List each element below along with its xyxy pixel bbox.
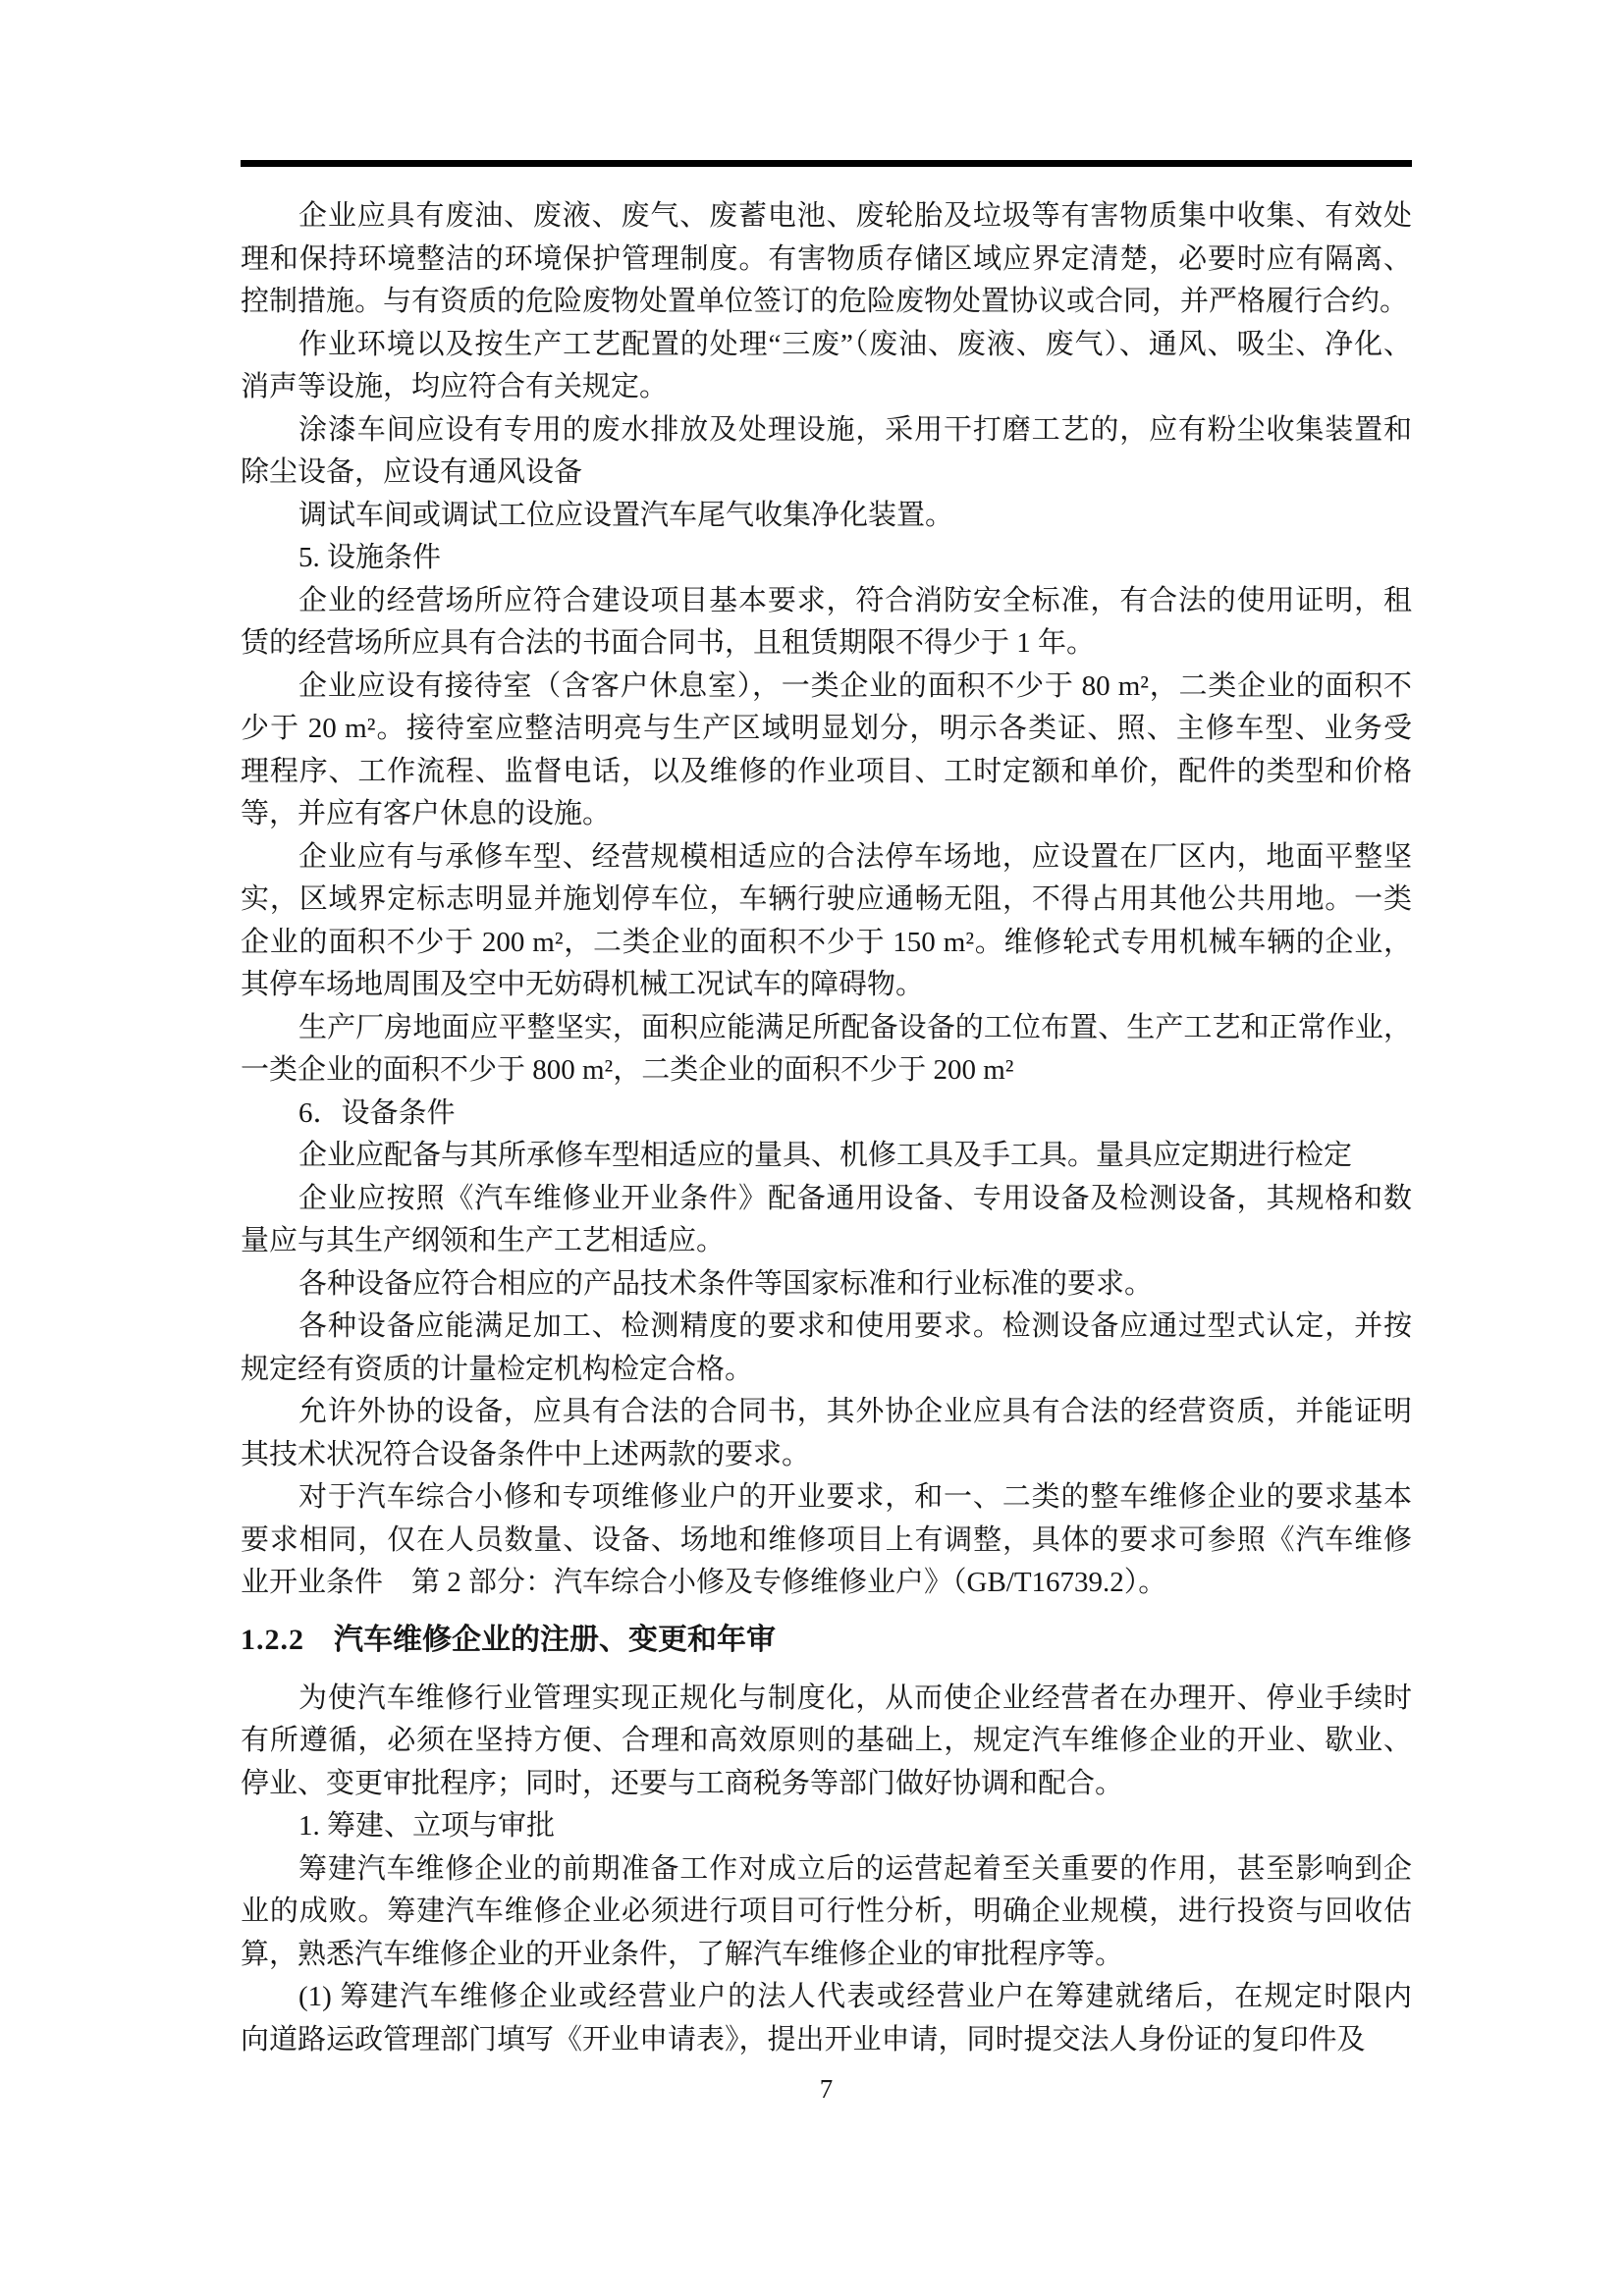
section-title: 汽车维修企业的注册、变更和年审 bbox=[334, 1623, 776, 1656]
text-line: 企业应配备与其所承修车型相适应的量具、机修工具及手工具。量具应定期进行检定 bbox=[298, 1140, 1353, 1171]
text-line: 各种设备应符合相应的产品技术条件等国家标准和行业标准的要求。 bbox=[298, 1267, 1154, 1300]
text-line: 其技术状况符合设备条件中上述两款的要求。 bbox=[241, 1438, 811, 1470]
text-line: 各种设备应能满足加工、检测精度的要求和使用要求。检测设备应通过型式认定，并按 bbox=[298, 1310, 1412, 1342]
text-line: 一类企业的面积不少于 800 m²，二类企业的面积不少于 200 m² bbox=[241, 1054, 1014, 1086]
text-line: 允许外协的设备，应具有合法的合同书，其外协企业应具有合法的经营资质，并能证明 bbox=[298, 1396, 1412, 1427]
text-line: 规定经有资质的计量检定机构检定合格。 bbox=[241, 1353, 754, 1385]
text-line: 理程序、工作流程、监督电话，以及维修的作业项目、工时定额和单价，配件的类型和价格 bbox=[241, 755, 1412, 787]
text-line: 作业环境以及按生产工艺配置的处理“三废”（废油、废液、废气）、通风、吸尘、净化、 bbox=[298, 328, 1412, 360]
text-line: 为使汽车维修行业管理实现正规化与制度化，从而使企业经营者在办理开、停业手续时 bbox=[298, 1682, 1412, 1714]
text-line: 5. 设施条件 bbox=[298, 542, 442, 573]
text-line: 等，并应有客户休息的设施。 bbox=[241, 798, 612, 829]
section-number: 1.2.2 bbox=[241, 1623, 304, 1656]
text-line: 其停车场地周围及空中无妨碍机械工况试车的障碍物。 bbox=[241, 969, 925, 1000]
text-line: 控制措施。与有资质的危险废物处置单位签订的危险废物处置协议或合同，并严格履行合约。 bbox=[241, 286, 1409, 317]
text-line: 企业应按照《汽车维修业开业条件》配备通用设备、专用设备及检测设备，其规格和数 bbox=[298, 1182, 1412, 1214]
text-line: 停业、变更审批程序；同时，还要与工商税务等部门做好协调和配合。 bbox=[241, 1767, 1124, 1799]
text-line: 6．设备条件 bbox=[298, 1096, 456, 1129]
document-body bbox=[241, 195, 1412, 2061]
section-heading bbox=[241, 1619, 1412, 1662]
text-line: 除尘设备，应设有通风设备 bbox=[241, 456, 583, 488]
page-number: 7 bbox=[819, 2074, 834, 2104]
text-line: 向道路运政管理部门填写《开业申请表》，提出开业申请，同时提交法人身份证的复印件及 bbox=[241, 2023, 1366, 2056]
text-line: 筹建汽车维修企业的前期准备工作对成立后的运营起着至关重要的作用，甚至影响到企 bbox=[298, 1852, 1412, 1885]
text-line: 企业应具有废油、废液、废气、废蓄电池、废轮胎及垃圾等有害物质集中收集、有效处 bbox=[298, 200, 1412, 232]
text-line: (1) 筹建汽车维修企业或经营业户的法人代表或经营业户在筹建就绪后，在规定时限内 bbox=[298, 1981, 1412, 2012]
text-line: 算，熟悉汽车维修企业的开业条件，了解汽车维修企业的审批程序等。 bbox=[241, 1938, 1124, 1970]
text-line: 调试车间或调试工位应设置汽车尾气收集净化装置。 bbox=[298, 499, 954, 531]
text-line: 有所遵循，必须在坚持方便、合理和高效原则的基础上，规定汽车维修企业的开业、歇业、 bbox=[241, 1725, 1412, 1756]
text-line: 生产厂房地面应平整坚实，面积应能满足所配备设备的工位布置、生产工艺和正常作业， bbox=[298, 1011, 1412, 1043]
text-line: 赁的经营场所应具有合法的书面合同书，且租赁期限不得少于 1 年。 bbox=[241, 627, 1096, 659]
text-line: 企业的经营场所应符合建设项目基本要求，符合消防安全标准，有合法的使用证明，租 bbox=[298, 584, 1412, 616]
header-rule bbox=[241, 160, 1412, 167]
text-line: 业的成败。筹建汽车维修企业必须进行项目可行性分析，明确企业规模，进行投资与回收估 bbox=[241, 1896, 1412, 1927]
text-line: 要求相同，仅在人员数量、设备、场地和维修项目上有调整，具体的要求可参照《汽车维修 bbox=[241, 1523, 1412, 1556]
text-line: 企业的面积不少于 200 m²，二类企业的面积不少于 150 m²。维修轮式专用机械车辆的企业， bbox=[241, 926, 1412, 958]
text-line: 消声等设施，均应符合有关规定。 bbox=[241, 371, 669, 402]
text-line: 对于汽车综合小修和专项维修业户的开业要求，和一、二类的整车维修企业的要求基本 bbox=[298, 1481, 1412, 1513]
text-line: 实，区域界定标志明显并施划停车位，车辆行驶应通畅无阻，不得占用其他公共用地。一类 bbox=[241, 883, 1412, 915]
text-line: 少于 20 m²。接待室应整洁明亮与生产区域明显划分，明示各类证、照、主修车型、业务受 bbox=[241, 713, 1412, 744]
text-line: 业开业条件 第 2 部分：汽车综合小修及专修维修业户》（GB/T16739.2）。 bbox=[241, 1567, 1167, 1598]
text-line: 企业应有与承修车型、经营规模相适应的合法停车场地，应设置在厂区内，地面平整坚 bbox=[298, 840, 1412, 873]
text-line: 1. 筹建、立项与审批 bbox=[298, 1810, 556, 1842]
text-line: 量应与其生产纲领和生产工艺相适应。 bbox=[241, 1225, 726, 1256]
text-line: 涂漆车间应设有专用的废水排放及处理设施，采用干打磨工艺的，应有粉尘收集装置和 bbox=[298, 413, 1412, 446]
text-line: 企业应设有接待室（含客户休息室），一类企业的面积不少于 80 m²，二类企业的面积不 bbox=[298, 669, 1412, 702]
text-line: 理和保持环境整洁的环境保护管理制度。有害物质存储区域应界定清楚，必要时应有隔离、 bbox=[241, 242, 1412, 275]
